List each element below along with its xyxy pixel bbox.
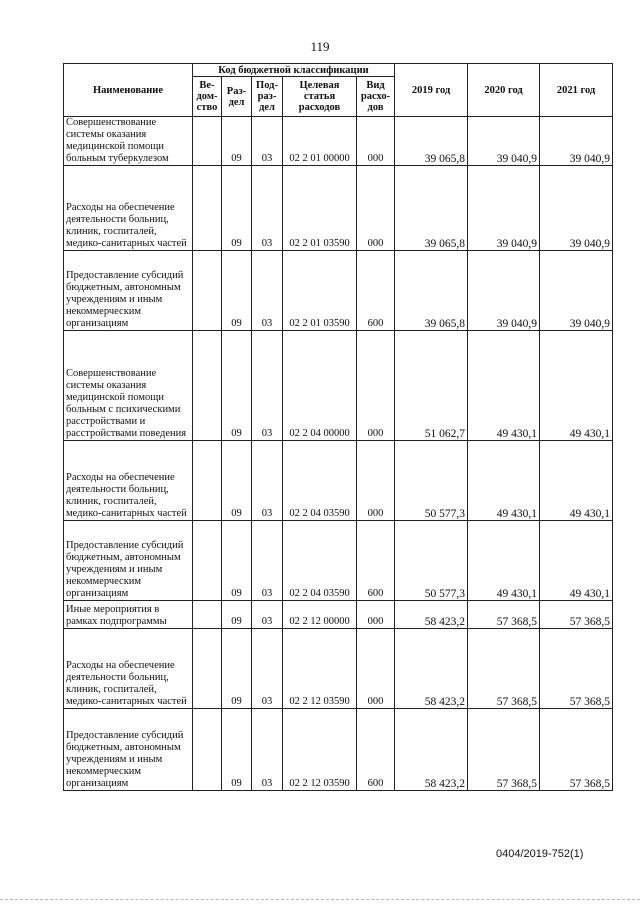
row-2021: 49 430,1 <box>540 441 613 521</box>
row-2020: 39 040,9 <box>468 251 540 331</box>
table-row <box>64 601 613 629</box>
header-vedomstvo: Ве- дом- ство <box>193 77 222 117</box>
header-2019: 2019 год <box>395 64 468 117</box>
row-vid: 600 <box>357 709 395 791</box>
row-2021: 39 040,9 <box>540 117 613 166</box>
row-vedomstvo <box>193 251 222 331</box>
header-podrazdel: Под- раз- дел <box>252 77 283 117</box>
row-razdel: 09 <box>222 251 252 331</box>
row-name: Предоставление субсидий бюджетным, автономным учреждениям и иным некоммерческим организациям <box>64 521 193 601</box>
row-celevaya: 02 2 12 00000 <box>283 601 357 629</box>
row-razdel: 09 <box>222 441 252 521</box>
row-podrazdel: 03 <box>252 709 283 791</box>
row-celevaya: 02 2 04 00000 <box>283 331 357 441</box>
row-vedomstvo <box>193 709 222 791</box>
row-2019: 39 065,8 <box>395 117 468 166</box>
row-name: Совершенствование системы оказания медицинской помощи больным туберкулезом <box>64 117 193 166</box>
row-vedomstvo <box>193 629 222 709</box>
row-celevaya: 02 2 01 03590 <box>283 251 357 331</box>
row-vedomstvo <box>193 521 222 601</box>
row-name: Совершенствование системы оказания медицинской помощи больным с психическими расстройствами и расстройствами поведения <box>64 331 193 441</box>
row-razdel: 09 <box>222 601 252 629</box>
header-2020: 2020 год <box>468 64 540 117</box>
row-2020: 49 430,1 <box>468 441 540 521</box>
row-2019: 50 577,3 <box>395 441 468 521</box>
row-2021: 49 430,1 <box>540 521 613 601</box>
row-celevaya: 02 2 12 03590 <box>283 709 357 791</box>
row-name: Расходы на обеспечение деятельности больниц, клиник, госпиталей, медико-санитарных частей <box>64 629 193 709</box>
row-celevaya: 02 2 01 00000 <box>283 117 357 166</box>
row-2019: 50 577,3 <box>395 521 468 601</box>
row-vedomstvo <box>193 331 222 441</box>
row-2021: 57 368,5 <box>540 709 613 791</box>
document-code: 0404/2019-752(1) <box>496 848 584 860</box>
row-name: Расходы на обеспечение деятельности больниц, клиник, госпиталей, медико-санитарных частей <box>64 441 193 521</box>
row-vedomstvo <box>193 117 222 166</box>
row-2021: 57 368,5 <box>540 601 613 629</box>
row-name: Расходы на обеспечение деятельности больниц, клиник, госпиталей, медико-санитарных частей <box>64 166 193 251</box>
row-razdel: 09 <box>222 521 252 601</box>
row-podrazdel: 03 <box>252 521 283 601</box>
row-podrazdel: 03 <box>252 166 283 251</box>
row-name: Предоставление субсидий бюджетным, автономным учреждениям и иным некоммерческим организациям <box>64 251 193 331</box>
row-name: Иные мероприятия в рамках подпрограммы <box>64 601 193 629</box>
row-vid: 000 <box>357 331 395 441</box>
row-podrazdel: 03 <box>252 441 283 521</box>
table-row <box>64 251 613 331</box>
row-2019: 51 062,7 <box>395 331 468 441</box>
row-2020: 57 368,5 <box>468 709 540 791</box>
row-razdel: 09 <box>222 709 252 791</box>
table-row <box>64 117 613 166</box>
row-2020: 49 430,1 <box>468 521 540 601</box>
row-celevaya: 02 2 12 03590 <box>283 629 357 709</box>
table-row <box>64 521 613 601</box>
row-2021: 57 368,5 <box>540 629 613 709</box>
table-row <box>64 441 613 521</box>
header-vid-rashodov: Вид расхо- дов <box>357 77 395 117</box>
row-2020: 39 040,9 <box>468 117 540 166</box>
row-podrazdel: 03 <box>252 117 283 166</box>
header-name: Наименование <box>64 64 193 117</box>
table-row <box>64 629 613 709</box>
row-podrazdel: 03 <box>252 251 283 331</box>
row-vid: 000 <box>357 117 395 166</box>
row-vid: 000 <box>357 441 395 521</box>
row-podrazdel: 03 <box>252 601 283 629</box>
row-2021: 49 430,1 <box>540 331 613 441</box>
row-2021: 39 040,9 <box>540 166 613 251</box>
row-2021: 39 040,9 <box>540 251 613 331</box>
row-vid: 000 <box>357 601 395 629</box>
header-celevaya-statya: Целевая статья расходов <box>283 77 357 117</box>
row-vid: 000 <box>357 629 395 709</box>
row-razdel: 09 <box>222 629 252 709</box>
header-razdel: Раз- дел <box>222 77 252 117</box>
row-2019: 58 423,2 <box>395 629 468 709</box>
row-vedomstvo <box>193 166 222 251</box>
row-razdel: 09 <box>222 166 252 251</box>
row-2020: 57 368,5 <box>468 629 540 709</box>
row-vedomstvo <box>193 441 222 521</box>
row-2020: 39 040,9 <box>468 166 540 251</box>
row-celevaya: 02 2 01 03590 <box>283 166 357 251</box>
row-celevaya: 02 2 04 03590 <box>283 521 357 601</box>
table-row <box>64 331 613 441</box>
row-2019: 58 423,2 <box>395 601 468 629</box>
table-row <box>64 709 613 791</box>
row-2020: 57 368,5 <box>468 601 540 629</box>
row-celevaya: 02 2 04 03590 <box>283 441 357 521</box>
row-podrazdel: 03 <box>252 629 283 709</box>
row-vid: 600 <box>357 521 395 601</box>
row-2019: 58 423,2 <box>395 709 468 791</box>
budget-table <box>63 63 613 791</box>
row-name: Предоставление субсидий бюджетным, автономным учреждениям и иным некоммерческим организациям <box>64 709 193 791</box>
row-vid: 000 <box>357 166 395 251</box>
header-2021: 2021 год <box>540 64 613 117</box>
row-vedomstvo <box>193 601 222 629</box>
table-row <box>64 166 613 251</box>
row-2020: 49 430,1 <box>468 331 540 441</box>
row-2019: 39 065,8 <box>395 251 468 331</box>
row-2019: 39 065,8 <box>395 166 468 251</box>
row-razdel: 09 <box>222 117 252 166</box>
header-budget-classification: Код бюджетной классификации <box>193 64 395 77</box>
row-vid: 600 <box>357 251 395 331</box>
page-number: 119 <box>310 39 330 54</box>
row-razdel: 09 <box>222 331 252 441</box>
row-podrazdel: 03 <box>252 331 283 441</box>
